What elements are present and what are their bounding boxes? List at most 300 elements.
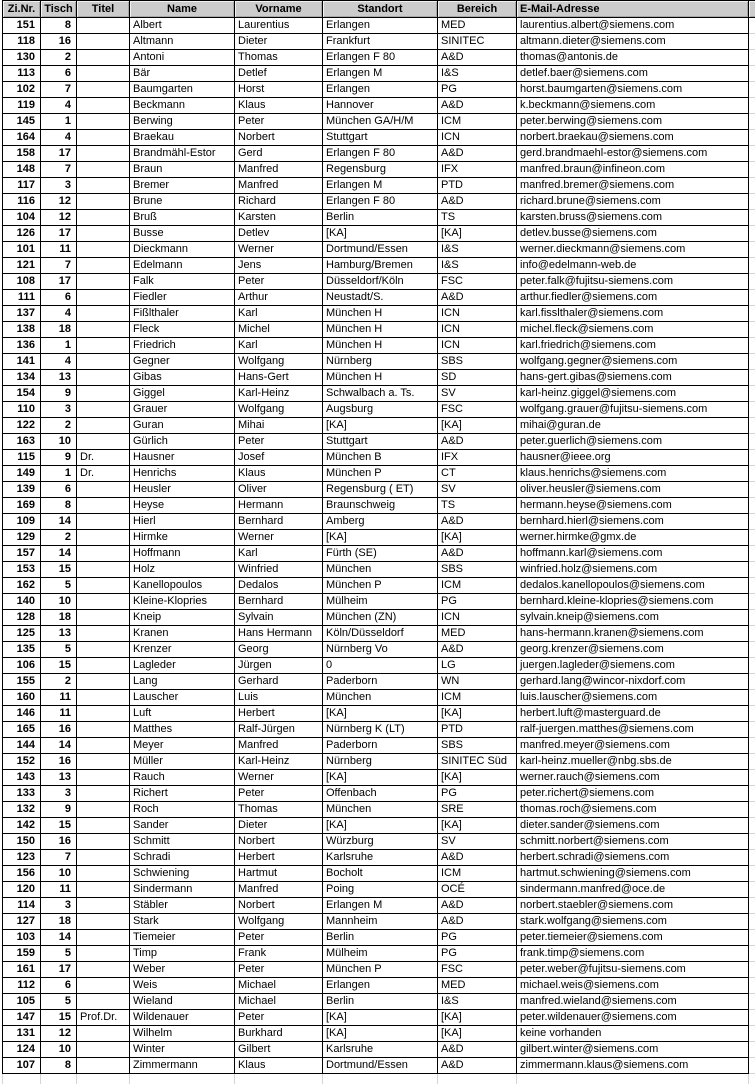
cell-zi-nr[interactable]: 127 — [3, 914, 41, 930]
cell-name[interactable]: Lauscher — [130, 690, 235, 706]
cell-empty[interactable] — [749, 1010, 755, 1026]
cell-bereich[interactable]: CT — [438, 466, 517, 482]
cell-empty[interactable] — [749, 834, 755, 850]
cell-empty[interactable] — [749, 578, 755, 594]
cell-name[interactable]: Weber — [130, 962, 235, 978]
cell-name[interactable]: Heyse — [130, 498, 235, 514]
cell-bereich[interactable]: A&D — [438, 1042, 517, 1058]
cell-tisch[interactable]: 10 — [41, 434, 77, 450]
cell-zi-nr[interactable]: 114 — [3, 898, 41, 914]
cell-standort[interactable]: Mannheim — [323, 914, 438, 930]
cell-name[interactable]: Wieland — [130, 994, 235, 1010]
cell-name[interactable]: Heusler — [130, 482, 235, 498]
cell-tisch[interactable]: 7 — [41, 82, 77, 98]
cell-vorname[interactable]: Sylvain — [235, 610, 323, 626]
cell-standort[interactable]: [KA] — [323, 1026, 438, 1042]
cell-empty[interactable] — [749, 130, 755, 146]
cell-standort[interactable]: Frankfurt — [323, 34, 438, 50]
cell-email[interactable]: sindermann.manfred@oce.de — [517, 882, 749, 898]
cell-standort[interactable]: Karlsruhe — [323, 1042, 438, 1058]
cell-empty[interactable] — [749, 482, 755, 498]
cell-empty[interactable] — [749, 322, 755, 338]
cell-standort[interactable]: Erlangen M — [323, 898, 438, 914]
cell-empty[interactable] — [235, 1074, 323, 1084]
cell-zi-nr[interactable]: 146 — [3, 706, 41, 722]
cell-titel[interactable] — [77, 98, 130, 114]
cell-zi-nr[interactable]: 135 — [3, 642, 41, 658]
cell-vorname[interactable]: Thomas — [235, 802, 323, 818]
cell-tisch[interactable]: 14 — [41, 738, 77, 754]
cell-zi-nr[interactable]: 145 — [3, 114, 41, 130]
cell-bereich[interactable]: [KA] — [438, 818, 517, 834]
cell-standort[interactable]: Erlangen F 80 — [323, 146, 438, 162]
cell-name[interactable]: Luft — [130, 706, 235, 722]
cell-bereich[interactable]: PG — [438, 786, 517, 802]
cell-bereich[interactable]: ICN — [438, 338, 517, 354]
cell-empty[interactable] — [749, 530, 755, 546]
cell-bereich[interactable]: ICN — [438, 610, 517, 626]
cell-bereich[interactable]: ICM — [438, 866, 517, 882]
cell-zi-nr[interactable]: 141 — [3, 354, 41, 370]
cell-zi-nr[interactable]: 106 — [3, 658, 41, 674]
cell-zi-nr[interactable]: 113 — [3, 66, 41, 82]
cell-empty[interactable] — [77, 1074, 130, 1084]
cell-empty[interactable] — [41, 1074, 77, 1084]
cell-tisch[interactable]: 10 — [41, 594, 77, 610]
cell-tisch[interactable]: 4 — [41, 354, 77, 370]
cell-standort[interactable]: [KA] — [323, 818, 438, 834]
cell-empty[interactable] — [749, 978, 755, 994]
cell-vorname[interactable]: Karl — [235, 306, 323, 322]
cell-zi-nr[interactable]: 130 — [3, 50, 41, 66]
cell-titel[interactable] — [77, 514, 130, 530]
cell-empty[interactable] — [749, 98, 755, 114]
cell-zi-nr[interactable]: 116 — [3, 194, 41, 210]
cell-vorname[interactable]: Peter — [235, 274, 323, 290]
cell-tisch[interactable]: 12 — [41, 194, 77, 210]
cell-bereich[interactable]: A&D — [438, 642, 517, 658]
cell-zi-nr[interactable]: 101 — [3, 242, 41, 258]
cell-bereich[interactable]: I&S — [438, 242, 517, 258]
cell-bereich[interactable]: ICM — [438, 578, 517, 594]
cell-empty[interactable] — [323, 1074, 438, 1084]
cell-titel[interactable] — [77, 882, 130, 898]
cell-standort[interactable]: Regensburg — [323, 162, 438, 178]
cell-zi-nr[interactable]: 121 — [3, 258, 41, 274]
cell-vorname[interactable]: Manfred — [235, 162, 323, 178]
cell-titel[interactable] — [77, 706, 130, 722]
cell-titel[interactable] — [77, 402, 130, 418]
cell-email[interactable]: arthur.fiedler@siemens.com — [517, 290, 749, 306]
cell-email[interactable]: thomas.roch@siemens.com — [517, 802, 749, 818]
cell-standort[interactable]: Erlangen — [323, 82, 438, 98]
cell-email[interactable]: werner.dieckmann@siemens.com — [517, 242, 749, 258]
cell-vorname[interactable]: Wolfgang — [235, 914, 323, 930]
cell-standort[interactable]: Neustadt/S. — [323, 290, 438, 306]
cell-email[interactable]: info@edelmann-web.de — [517, 258, 749, 274]
cell-empty[interactable] — [749, 706, 755, 722]
cell-titel[interactable] — [77, 722, 130, 738]
cell-bereich[interactable]: [KA] — [438, 1010, 517, 1026]
cell-name[interactable]: Gegner — [130, 354, 235, 370]
cell-email[interactable]: winfried.holz@siemens.com — [517, 562, 749, 578]
cell-name[interactable]: Richert — [130, 786, 235, 802]
cell-standort[interactable]: Würzburg — [323, 834, 438, 850]
cell-vorname[interactable]: Karsten — [235, 210, 323, 226]
cell-zi-nr[interactable]: 108 — [3, 274, 41, 290]
cell-zi-nr[interactable]: 164 — [3, 130, 41, 146]
cell-bereich[interactable]: A&D — [438, 914, 517, 930]
cell-name[interactable]: Bär — [130, 66, 235, 82]
cell-bereich[interactable]: OCÉ — [438, 882, 517, 898]
cell-zi-nr[interactable]: 112 — [3, 978, 41, 994]
cell-empty[interactable] — [749, 1058, 755, 1074]
cell-bereich[interactable]: A&D — [438, 50, 517, 66]
cell-bereich[interactable]: ICM — [438, 690, 517, 706]
cell-vorname[interactable]: Bernhard — [235, 514, 323, 530]
cell-zi-nr[interactable]: 118 — [3, 34, 41, 50]
cell-name[interactable]: Kleine-Klopries — [130, 594, 235, 610]
cell-name[interactable]: Brune — [130, 194, 235, 210]
cell-vorname[interactable]: Werner — [235, 242, 323, 258]
cell-vorname[interactable]: Luis — [235, 690, 323, 706]
cell-name[interactable]: Hierl — [130, 514, 235, 530]
cell-titel[interactable] — [77, 306, 130, 322]
cell-bereich[interactable]: PTD — [438, 178, 517, 194]
cell-zi-nr[interactable]: 136 — [3, 338, 41, 354]
cell-empty[interactable] — [3, 1074, 41, 1084]
cell-email[interactable]: wolfgang.gegner@siemens.com — [517, 354, 749, 370]
cell-email[interactable]: mihai@guran.de — [517, 418, 749, 434]
cell-zi-nr[interactable]: 104 — [3, 210, 41, 226]
cell-empty[interactable] — [749, 66, 755, 82]
cell-titel[interactable] — [77, 834, 130, 850]
cell-zi-nr[interactable]: 150 — [3, 834, 41, 850]
cell-email[interactable]: peter.wildenauer@siemens.com — [517, 1010, 749, 1026]
cell-zi-nr[interactable]: 138 — [3, 322, 41, 338]
cell-email[interactable]: herbert.schradi@siemens.com — [517, 850, 749, 866]
cell-standort[interactable]: Mülheim — [323, 594, 438, 610]
cell-zi-nr[interactable]: 123 — [3, 850, 41, 866]
cell-email[interactable]: frank.timp@siemens.com — [517, 946, 749, 962]
cell-bereich[interactable]: A&D — [438, 850, 517, 866]
cell-empty[interactable] — [749, 18, 755, 34]
cell-tisch[interactable]: 5 — [41, 994, 77, 1010]
cell-empty[interactable] — [749, 1074, 755, 1084]
cell-name[interactable]: Holz — [130, 562, 235, 578]
cell-zi-nr[interactable]: 160 — [3, 690, 41, 706]
cell-name[interactable]: Busse — [130, 226, 235, 242]
cell-empty[interactable] — [749, 658, 755, 674]
cell-vorname[interactable]: Winfried — [235, 562, 323, 578]
cell-tisch[interactable]: 9 — [41, 802, 77, 818]
cell-bereich[interactable]: WN — [438, 674, 517, 690]
cell-tisch[interactable]: 17 — [41, 226, 77, 242]
cell-email[interactable]: dedalos.kanellopoulos@siemens.com — [517, 578, 749, 594]
cell-empty[interactable] — [749, 786, 755, 802]
cell-titel[interactable] — [77, 1026, 130, 1042]
cell-tisch[interactable]: 2 — [41, 418, 77, 434]
cell-vorname[interactable]: Manfred — [235, 882, 323, 898]
cell-bereich[interactable]: PG — [438, 946, 517, 962]
cell-tisch[interactable]: 12 — [41, 1026, 77, 1042]
cell-vorname[interactable]: Norbert — [235, 130, 323, 146]
cell-empty[interactable] — [438, 1074, 517, 1084]
cell-zi-nr[interactable]: 119 — [3, 98, 41, 114]
cell-titel[interactable] — [77, 866, 130, 882]
cell-empty[interactable] — [749, 850, 755, 866]
cell-email[interactable]: michael.weis@siemens.com — [517, 978, 749, 994]
cell-empty[interactable] — [749, 514, 755, 530]
cell-zi-nr[interactable]: 117 — [3, 178, 41, 194]
cell-name[interactable]: Altmann — [130, 34, 235, 50]
cell-standort[interactable]: München — [323, 562, 438, 578]
cell-titel[interactable] — [77, 754, 130, 770]
cell-empty[interactable] — [749, 162, 755, 178]
cell-vorname[interactable]: Hans-Gert — [235, 370, 323, 386]
cell-zi-nr[interactable]: 169 — [3, 498, 41, 514]
cell-bereich[interactable]: ICN — [438, 130, 517, 146]
cell-name[interactable]: Krenzer — [130, 642, 235, 658]
cell-vorname[interactable]: Hartmut — [235, 866, 323, 882]
cell-name[interactable]: Sander — [130, 818, 235, 834]
cell-name[interactable]: Edelmann — [130, 258, 235, 274]
cell-standort[interactable]: Bocholt — [323, 866, 438, 882]
cell-empty[interactable] — [749, 242, 755, 258]
cell-standort[interactable]: Schwalbach a. Ts. — [323, 386, 438, 402]
cell-bereich[interactable]: ICN — [438, 306, 517, 322]
cell-email[interactable]: manfred.meyer@siemens.com — [517, 738, 749, 754]
cell-empty[interactable] — [749, 146, 755, 162]
cell-tisch[interactable]: 14 — [41, 546, 77, 562]
cell-name[interactable]: Hausner — [130, 450, 235, 466]
cell-titel[interactable] — [77, 258, 130, 274]
cell-tisch[interactable]: 18 — [41, 322, 77, 338]
cell-titel[interactable] — [77, 66, 130, 82]
cell-zi-nr[interactable]: 151 — [3, 18, 41, 34]
cell-empty[interactable] — [749, 290, 755, 306]
cell-name[interactable]: Schradi — [130, 850, 235, 866]
cell-zi-nr[interactable]: 148 — [3, 162, 41, 178]
cell-tisch[interactable]: 4 — [41, 306, 77, 322]
cell-standort[interactable]: [KA] — [323, 706, 438, 722]
cell-titel[interactable] — [77, 562, 130, 578]
cell-email[interactable]: werner.rauch@siemens.com — [517, 770, 749, 786]
cell-standort[interactable]: Stuttgart — [323, 130, 438, 146]
cell-zi-nr[interactable]: 152 — [3, 754, 41, 770]
cell-name[interactable]: Falk — [130, 274, 235, 290]
cell-bereich[interactable]: I&S — [438, 994, 517, 1010]
cell-bereich[interactable]: SINITEC Süd — [438, 754, 517, 770]
column-header-name[interactable]: Name — [130, 1, 235, 18]
cell-titel[interactable]: Dr. — [77, 466, 130, 482]
cell-email[interactable]: peter.tiemeier@siemens.com — [517, 930, 749, 946]
cell-empty[interactable] — [749, 418, 755, 434]
cell-tisch[interactable]: 16 — [41, 722, 77, 738]
cell-zi-nr[interactable]: 128 — [3, 610, 41, 626]
cell-name[interactable]: Meyer — [130, 738, 235, 754]
cell-vorname[interactable]: Karl — [235, 338, 323, 354]
cell-standort[interactable]: München P — [323, 962, 438, 978]
cell-name[interactable]: Kranen — [130, 626, 235, 642]
cell-name[interactable]: Schmitt — [130, 834, 235, 850]
cell-name[interactable]: Grauer — [130, 402, 235, 418]
cell-bereich[interactable]: TS — [438, 498, 517, 514]
cell-name[interactable]: Kanellopoulos — [130, 578, 235, 594]
cell-vorname[interactable]: Jürgen — [235, 658, 323, 674]
cell-zi-nr[interactable]: 120 — [3, 882, 41, 898]
column-header-email[interactable]: E-Mail-Adresse — [517, 1, 749, 18]
cell-vorname[interactable]: Detlef — [235, 66, 323, 82]
cell-titel[interactable] — [77, 674, 130, 690]
cell-standort[interactable]: [KA] — [323, 226, 438, 242]
cell-standort[interactable]: Fürth (SE) — [323, 546, 438, 562]
cell-vorname[interactable]: Karl-Heinz — [235, 754, 323, 770]
cell-email[interactable]: keine vorhanden — [517, 1026, 749, 1042]
cell-empty[interactable] — [749, 626, 755, 642]
cell-standort[interactable]: [KA] — [323, 418, 438, 434]
cell-empty[interactable] — [749, 1042, 755, 1058]
cell-zi-nr[interactable]: 155 — [3, 674, 41, 690]
cell-tisch[interactable]: 15 — [41, 1010, 77, 1026]
cell-titel[interactable] — [77, 418, 130, 434]
cell-vorname[interactable]: Burkhard — [235, 1026, 323, 1042]
cell-name[interactable]: Hirmke — [130, 530, 235, 546]
cell-email[interactable]: altmann.dieter@siemens.com — [517, 34, 749, 50]
cell-standort[interactable]: Berlin — [323, 210, 438, 226]
cell-email[interactable]: peter.richert@siemens.com — [517, 786, 749, 802]
cell-standort[interactable]: Augsburg — [323, 402, 438, 418]
cell-vorname[interactable]: Hermann — [235, 498, 323, 514]
cell-titel[interactable]: Prof.Dr. — [77, 1010, 130, 1026]
cell-vorname[interactable]: Gilbert — [235, 1042, 323, 1058]
cell-name[interactable]: Gürlich — [130, 434, 235, 450]
cell-empty[interactable] — [749, 754, 755, 770]
cell-tisch[interactable]: 11 — [41, 690, 77, 706]
cell-bereich[interactable]: [KA] — [438, 770, 517, 786]
cell-zi-nr[interactable]: 161 — [3, 962, 41, 978]
cell-empty[interactable] — [749, 34, 755, 50]
cell-empty[interactable] — [749, 1026, 755, 1042]
cell-email[interactable]: norbert.staebler@siemens.com — [517, 898, 749, 914]
cell-bereich[interactable]: A&D — [438, 546, 517, 562]
cell-zi-nr[interactable]: 105 — [3, 994, 41, 1010]
cell-empty[interactable] — [749, 194, 755, 210]
cell-vorname[interactable]: Michael — [235, 978, 323, 994]
cell-zi-nr[interactable]: 139 — [3, 482, 41, 498]
cell-tisch[interactable]: 5 — [41, 578, 77, 594]
cell-empty[interactable] — [749, 274, 755, 290]
cell-name[interactable]: Albert — [130, 18, 235, 34]
cell-vorname[interactable]: Peter — [235, 962, 323, 978]
cell-standort[interactable]: Erlangen — [323, 978, 438, 994]
cell-bereich[interactable]: A&D — [438, 194, 517, 210]
cell-empty[interactable] — [749, 466, 755, 482]
cell-bereich[interactable]: A&D — [438, 146, 517, 162]
cell-email[interactable]: bernhard.kleine-klopries@siemens.com — [517, 594, 749, 610]
cell-tisch[interactable]: 6 — [41, 290, 77, 306]
cell-titel[interactable] — [77, 370, 130, 386]
cell-bereich[interactable]: SV — [438, 386, 517, 402]
cell-email[interactable]: sylvain.kneip@siemens.com — [517, 610, 749, 626]
cell-tisch[interactable]: 15 — [41, 658, 77, 674]
cell-standort[interactable]: Köln/Düsseldorf — [323, 626, 438, 642]
cell-tisch[interactable]: 2 — [41, 50, 77, 66]
cell-standort[interactable]: [KA] — [323, 770, 438, 786]
cell-standort[interactable]: Offenbach — [323, 786, 438, 802]
cell-bereich[interactable]: [KA] — [438, 418, 517, 434]
cell-vorname[interactable]: Michel — [235, 322, 323, 338]
cell-zi-nr[interactable]: 154 — [3, 386, 41, 402]
cell-zi-nr[interactable]: 132 — [3, 802, 41, 818]
cell-standort[interactable]: [KA] — [323, 1010, 438, 1026]
cell-empty[interactable] — [749, 178, 755, 194]
cell-email[interactable]: hausner@ieee.org — [517, 450, 749, 466]
cell-vorname[interactable]: Ralf-Jürgen — [235, 722, 323, 738]
cell-name[interactable]: Dieckmann — [130, 242, 235, 258]
cell-zi-nr[interactable]: 156 — [3, 866, 41, 882]
cell-email[interactable]: laurentius.albert@siemens.com — [517, 18, 749, 34]
cell-titel[interactable] — [77, 434, 130, 450]
cell-standort[interactable]: Poing — [323, 882, 438, 898]
cell-vorname[interactable]: Dieter — [235, 34, 323, 50]
cell-name[interactable]: Brandmähl-Estor — [130, 146, 235, 162]
cell-standort[interactable]: Karlsruhe — [323, 850, 438, 866]
cell-tisch[interactable]: 8 — [41, 18, 77, 34]
cell-titel[interactable] — [77, 738, 130, 754]
cell-empty[interactable] — [749, 946, 755, 962]
cell-email[interactable]: karl.fisslthaler@siemens.com — [517, 306, 749, 322]
cell-empty[interactable] — [749, 594, 755, 610]
cell-empty[interactable] — [749, 642, 755, 658]
cell-standort[interactable]: München H — [323, 306, 438, 322]
cell-titel[interactable] — [77, 850, 130, 866]
cell-bereich[interactable]: A&D — [438, 514, 517, 530]
cell-tisch[interactable]: 5 — [41, 946, 77, 962]
cell-tisch[interactable]: 8 — [41, 498, 77, 514]
cell-name[interactable]: Lang — [130, 674, 235, 690]
cell-empty[interactable] — [749, 914, 755, 930]
cell-bereich[interactable]: SBS — [438, 562, 517, 578]
cell-bereich[interactable]: SBS — [438, 354, 517, 370]
cell-empty[interactable] — [749, 898, 755, 914]
cell-tisch[interactable]: 11 — [41, 706, 77, 722]
cell-name[interactable]: Weis — [130, 978, 235, 994]
cell-titel[interactable] — [77, 34, 130, 50]
cell-standort[interactable]: Amberg — [323, 514, 438, 530]
cell-zi-nr[interactable]: 162 — [3, 578, 41, 594]
cell-titel[interactable] — [77, 770, 130, 786]
cell-email[interactable]: wolfgang.grauer@fujitsu-siemens.com — [517, 402, 749, 418]
cell-empty[interactable] — [749, 722, 755, 738]
cell-vorname[interactable]: Herbert — [235, 850, 323, 866]
cell-zi-nr[interactable]: 159 — [3, 946, 41, 962]
cell-standort[interactable]: Nürnberg K (LT) — [323, 722, 438, 738]
cell-bereich[interactable]: SRE — [438, 802, 517, 818]
cell-empty[interactable] — [749, 866, 755, 882]
cell-email[interactable]: gerhard.lang@wincor-nixdorf.com — [517, 674, 749, 690]
cell-tisch[interactable]: 14 — [41, 930, 77, 946]
cell-titel[interactable] — [77, 994, 130, 1010]
cell-standort[interactable]: München GA/H/M — [323, 114, 438, 130]
cell-zi-nr[interactable]: 140 — [3, 594, 41, 610]
cell-tisch[interactable]: 7 — [41, 258, 77, 274]
cell-tisch[interactable]: 7 — [41, 162, 77, 178]
cell-standort[interactable]: Erlangen — [323, 18, 438, 34]
cell-vorname[interactable]: Michael — [235, 994, 323, 1010]
cell-titel[interactable] — [77, 162, 130, 178]
cell-bereich[interactable]: IFX — [438, 450, 517, 466]
